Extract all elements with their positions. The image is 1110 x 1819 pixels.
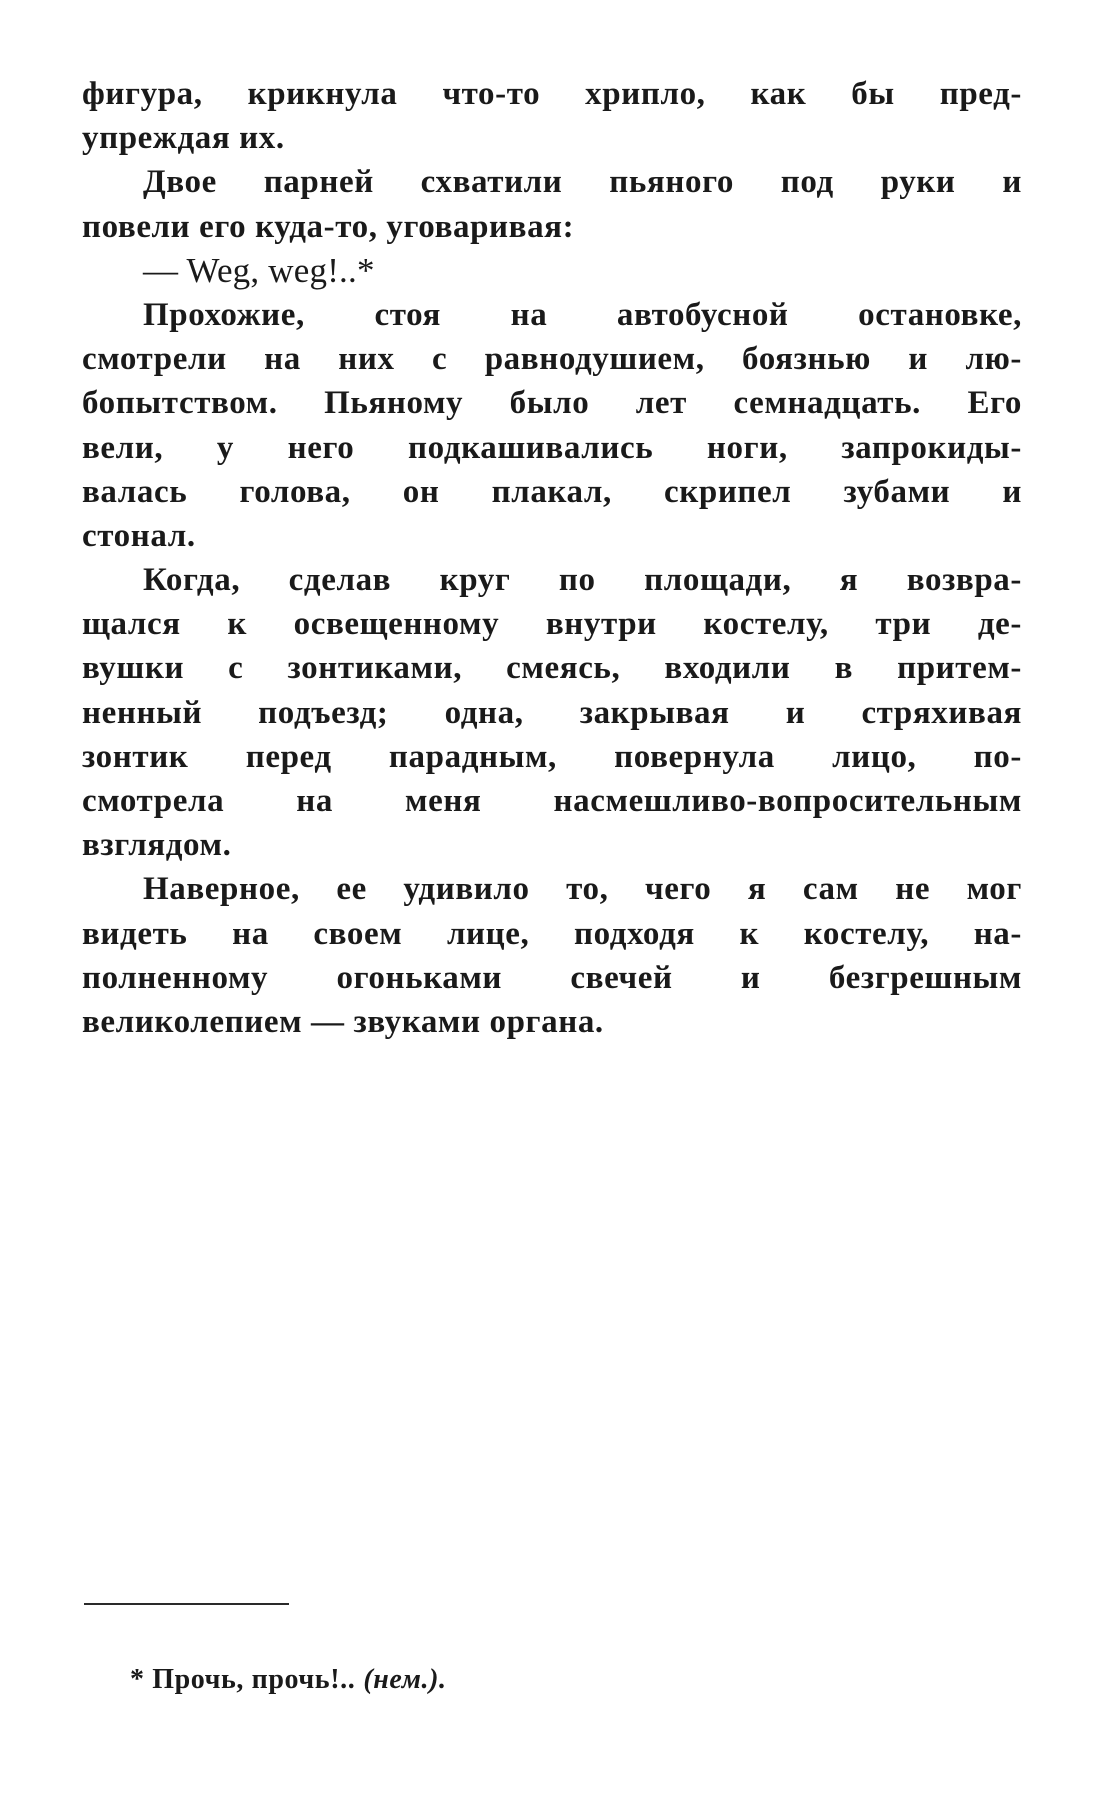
footnote-separator (84, 1603, 289, 1605)
dialogue-text: — Weg, weg!..* (143, 250, 375, 290)
footnote-language-note: (нем.). (363, 1664, 447, 1695)
text-line: вели, у него подкашивались ноги, запрокиды- (82, 429, 1022, 466)
paragraph-first-line: Когда, сделав круг по площади, я возвра- (143, 562, 1022, 599)
text-line: фигура, крикнула что-то хрипло, как бы пред- (82, 76, 1022, 112)
text-line: ненный подъезд; одна, закрывая и стряхивая (82, 694, 1022, 731)
footnote (130, 1664, 447, 1696)
text-line: видеть на своем лице, подходя к костелу, на- (82, 915, 1022, 952)
text-line: взглядом. (82, 827, 232, 864)
text-line: смотрели на них с равнодушием, боязнью и лю- (82, 341, 1022, 378)
text-line: бопытством. Пьяному было лет семнадцать. Его (82, 385, 1022, 422)
text-line: щался к освещенному внутри костелу, три де- (82, 606, 1022, 643)
main-text (82, 72, 1022, 1044)
dialogue-line (82, 249, 1022, 293)
footnote-text: * Прочь, прочь!.. (130, 1664, 356, 1695)
text-line: стонал. (82, 517, 196, 554)
text-line: упреждая их. (82, 120, 285, 157)
paragraph-first-line: Наверное, ее удивило то, чего я сам не мог (143, 871, 1022, 908)
text-line: полненному огоньками свечей и безгрешным (82, 959, 1022, 996)
text-line: валась голова, он плакал, скрипел зубами и (82, 473, 1022, 510)
text-line: великолепием — звуками органа. (82, 1003, 604, 1040)
paragraph-first-line: Прохожие, стоя на автобусной остановке, (143, 296, 1022, 333)
text-line: зонтик перед парадным, повернула лицо, по- (82, 738, 1022, 775)
text-line: смотрела на меня насмешливо-вопросительным (82, 783, 1022, 819)
text-line: вушки с зонтиками, смеясь, входили в притем- (82, 650, 1022, 687)
paragraph-first-line: Двое парней схватили пьяного под руки и (143, 164, 1022, 201)
text-line: повели его куда-то, уговаривая: (82, 208, 575, 245)
